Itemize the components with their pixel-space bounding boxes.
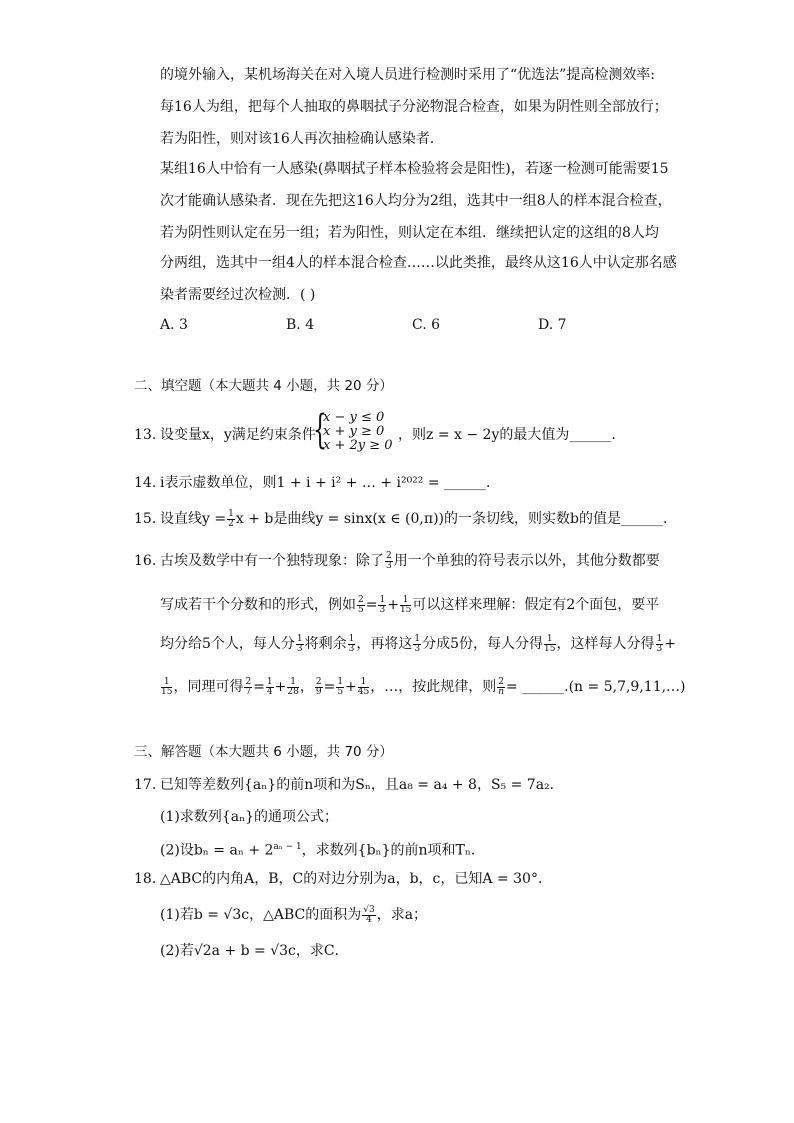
question-number-18: 18. bbox=[134, 871, 157, 887]
question-number-13: 13. bbox=[134, 427, 157, 443]
q13-constraint-1: x − y ≤ 0 bbox=[323, 410, 385, 425]
q16-l4-text-b: ，…，按此规律，则 bbox=[370, 679, 497, 695]
q17-line-1: 已知等差数列{aₙ}的前n项和为Sₙ，且a₈ = a₄ + 8，S₅ = 7a₂． bbox=[160, 777, 564, 793]
q18-line-2 bbox=[160, 904, 427, 926]
q16-l3-text-c: ，再将这 bbox=[356, 636, 413, 652]
q15-frac-num: 1 bbox=[228, 508, 234, 519]
q18-frac-sqrt3-4: $\frac{√3}{4}$ bbox=[363, 904, 375, 925]
choice-b: B. 4 bbox=[286, 317, 315, 333]
q13-constraint-3: x + 2y ≥ 0 bbox=[323, 438, 393, 453]
choice-c: C. 6 bbox=[412, 317, 441, 333]
intro-line-1: 的境外输入，某机场海关在对入境人员进行检测时采用了“优选法”提高检测效率: bbox=[160, 67, 656, 83]
q16-l2-text-b: 可以这样来理解：假定有2个面包，要平 bbox=[412, 597, 660, 613]
q17-l3-text-a: (2)设bₙ = aₙ + 2 bbox=[160, 842, 274, 859]
question-number-14: 14. bbox=[134, 475, 157, 491]
q15-text-a: 设直线y = bbox=[160, 511, 227, 527]
question-number-16: 16. bbox=[134, 553, 157, 569]
intro-line-4: 某组16人中恰有一人感染(鼻咽拭子样本检验将会是阳性)，若逐一检测可能需要15 bbox=[160, 161, 669, 177]
q18-line-1: △ABC的内角A，B，C的对边分别为a，b，c，已知A = 30°． bbox=[160, 871, 552, 887]
q16-l1-text-a: 古埃及数学中有一个独特现象：除了 bbox=[160, 553, 384, 569]
question-number-15: 15. bbox=[134, 511, 157, 527]
q16-l4-text-c: = ______.(n = 5,7,9,11,…) bbox=[505, 679, 686, 695]
question-number-17: 17. bbox=[134, 777, 157, 793]
q16-l1-text-b: 用一个单独的符号表示以外，其他分数都要 bbox=[393, 553, 660, 569]
q13-text-b: ，则z = x − 2y的最大值为______． bbox=[398, 427, 626, 443]
q16-frac-2-3: $\frac{2}{3}$ bbox=[386, 550, 392, 571]
q17-line-3 bbox=[160, 836, 485, 862]
q18-l2-text-a: (1)若b = √3c，△ABC的面积为 bbox=[160, 907, 362, 923]
q17-l3-text-b: ，求数列{bₙ}的前n项和Tₙ． bbox=[301, 842, 485, 859]
intro-line-8: 染者需要经过次检测．( ) bbox=[160, 287, 316, 303]
q16-frac-1-3: $\frac{1}{3}$ bbox=[379, 594, 386, 615]
choice-a: A. 3 bbox=[160, 317, 188, 333]
q18-line-3: (2)若√2a + b = √3c，求C． bbox=[160, 943, 349, 959]
q16-line-2: 写成若干个分数和的形式，例如 $\frac{2}{5}$ = $\frac{1}{3}$ + $\frac{1}{15}$ 可以这样来理解：假定有2个面包，要平 bbox=[160, 594, 660, 615]
q16-l3-text-b: 将剩余 bbox=[304, 636, 347, 652]
q15-line bbox=[160, 508, 677, 530]
q16-line-3: 均分给5个人，每人分 $\frac{1}{3}$ 将剩余 $\frac{1}{3}$ ，再将这 $\frac{1}{3}$ 分成5份，每人分得 $\frac{1}{15}$ ，这样每人分得 $\frac{1}{3}$ + bbox=[160, 633, 676, 654]
q16-frac-1-15: $\frac{1}{15}$ bbox=[399, 594, 412, 615]
q15-text-b: x + b是曲线y = sinx(x ∈ (0,π))的一条切线，则实数b的值是______． bbox=[235, 511, 677, 527]
q16-l4-text-a: ，同理可得 bbox=[173, 679, 244, 695]
section-heading-answers: 三、解答题（本大题共 6 小题，共 70 分） bbox=[134, 744, 393, 760]
q13-constraint-2: x + y ≥ 0 bbox=[323, 424, 385, 439]
q16-l3-text-d: 分成5份，每人分得 bbox=[422, 636, 544, 652]
q15-fraction bbox=[227, 510, 235, 529]
q16-l3-text-a: 均分给5个人，每人分 bbox=[160, 636, 295, 652]
q18-l2-text-b: ，求a； bbox=[376, 907, 428, 923]
q17-line-2: (1)求数列{aₙ}的通项公式； bbox=[160, 809, 339, 825]
q14-text: i表示虚数单位，则1 + i + i² + … + i²⁰²² = ______． bbox=[160, 475, 501, 491]
intro-line-7: 分两组，选其中一组4人的样本混合检查……以此类推，最终从这16人中认定那名感 bbox=[160, 255, 677, 271]
intro-line-3: 若为阳性，则对该16人再次抽检确认感染者． bbox=[160, 131, 444, 147]
section-heading-fill-in: 二、填空题（本大题共 4 小题，共 20 分） bbox=[134, 378, 393, 394]
q16-l3-text-f: + bbox=[664, 636, 676, 652]
q13-text-a: 设变量x，y满足约束条件 bbox=[160, 427, 316, 443]
choice-d: D. 7 bbox=[538, 317, 567, 333]
q13-system-brace: { bbox=[313, 407, 327, 453]
q15-frac-den: 2 bbox=[228, 518, 234, 529]
q16-l2-text-a: 写成若干个分数和的形式，例如 bbox=[160, 597, 356, 613]
q16-frac-2-5: $\frac{2}{5}$ bbox=[358, 594, 364, 615]
intro-line-2: 每16人为组，把每个人抽取的鼻咽拭子分泌物混合检查，如果为阴性则全部放行； bbox=[160, 99, 668, 115]
q16-line-1 bbox=[160, 550, 660, 572]
intro-line-6: 若为阴性则认定在另一组；若为阳性，则认定在本组．继续把认定的这组的8人均 bbox=[160, 225, 659, 241]
q16-line-4: $\frac{1}{15}$ ，同理可得 $\frac{2}{7}$ = $\frac{1}{4}$ + $\frac{1}{28}$ ， $\frac{2}{9}$ = $\frac{1}{5}$ + $\frac{1}{45}$ ，…，按此规律，则 $\frac{2}{n}$ = ______.(n = 5,7,9,11,…) bbox=[161, 676, 686, 697]
q17-exponent: aₙ − 1 bbox=[273, 842, 302, 852]
intro-line-5: 次才能确认感染者．现在先把这16人均分为2组，选其中一组8人的样本混合检查， bbox=[160, 193, 672, 209]
q16-l3-text-e: ，这样每人分得 bbox=[556, 636, 655, 652]
